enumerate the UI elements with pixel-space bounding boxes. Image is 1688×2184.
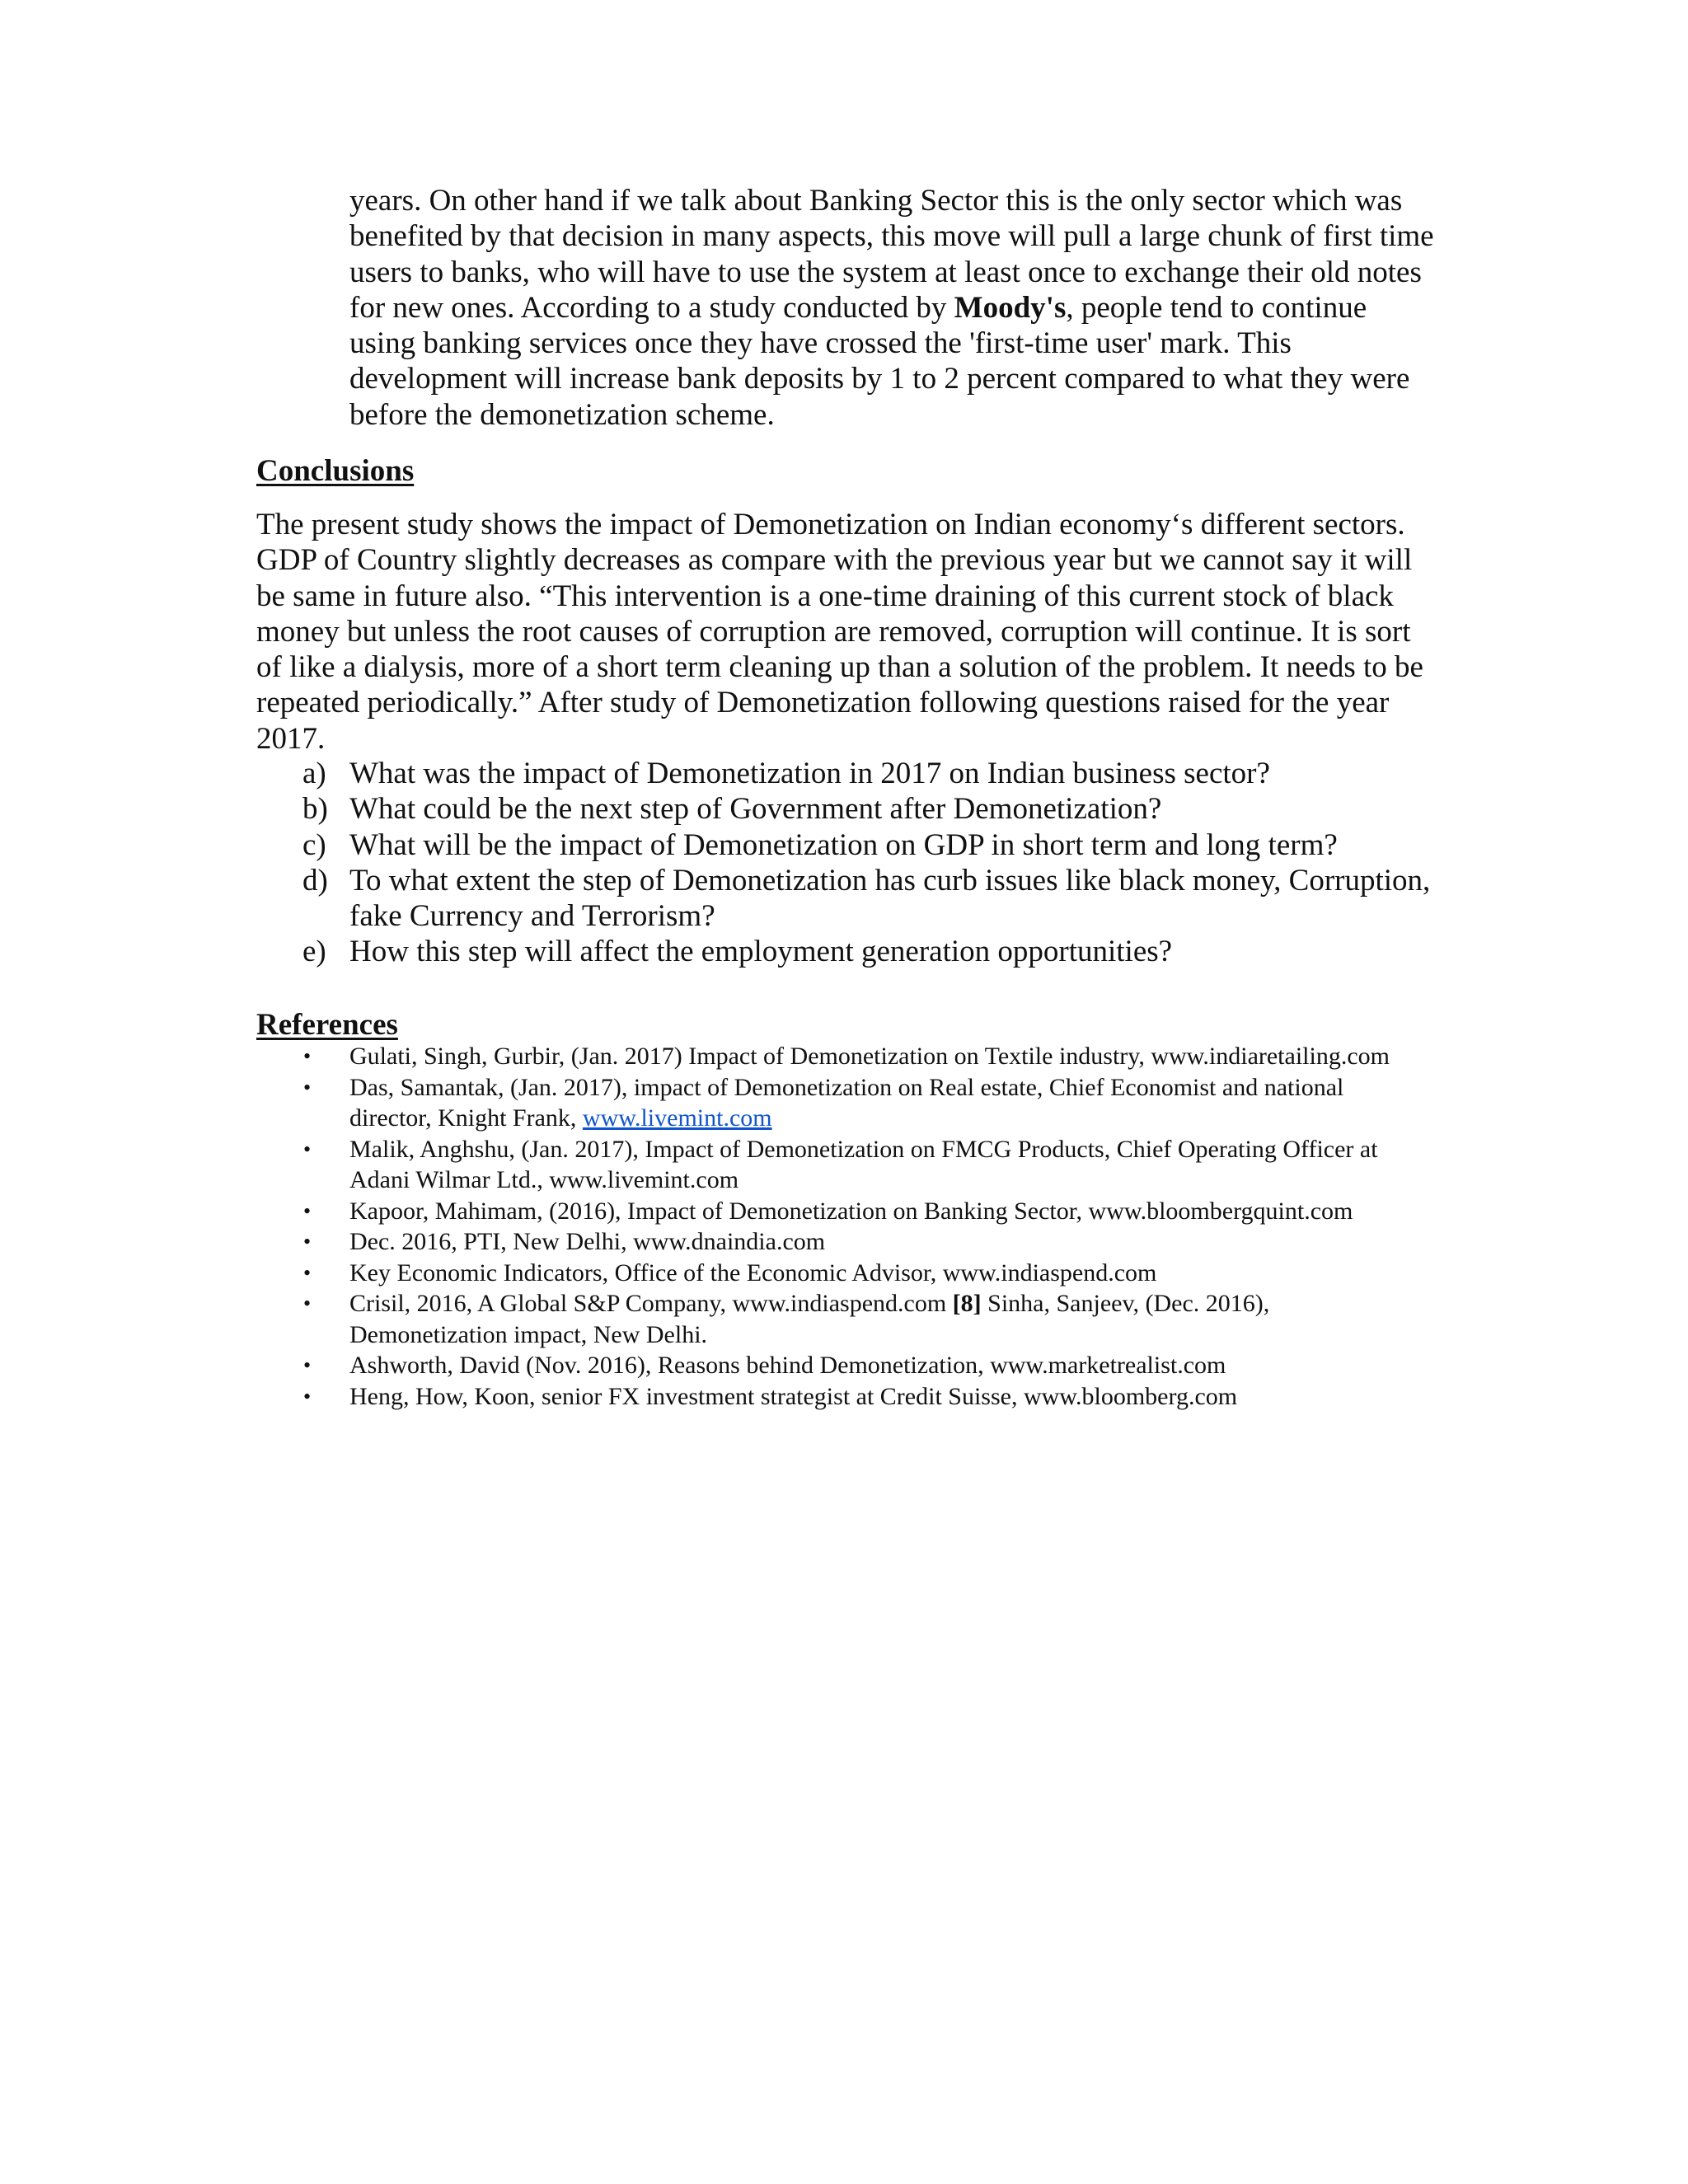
question-text: What was the impact of Demonetization in 2017 on Indian business sector? bbox=[349, 757, 1270, 790]
reference-text: Kapoor, Mahimam, (2016), Impact of Demonetization on Banking Sector, www.bloombergquint.com bbox=[349, 1197, 1353, 1225]
reference-item bbox=[256, 1258, 1427, 1289]
question-item bbox=[256, 827, 1435, 863]
livemint-link[interactable]: www.livemint.com bbox=[582, 1104, 772, 1132]
reference-item bbox=[256, 1350, 1427, 1381]
reference-item bbox=[256, 1072, 1427, 1134]
moodys-bold-text: Moody's bbox=[954, 290, 1067, 325]
conclusions-paragraph: The present study shows the impact of Demonetization on Indian economy‘s different sectors. GDP of Country slightly decreases as compare with the previous year but we cannot say it will be same in future also. “This intervention is a one-time draining of this current stock of black money but unless the root causes of corruption are removed, corruption will continue. It is sort of like a dialysis, more of a short term cleaning up than a solution of the problem. It needs to be repeated periodically.” After study of Demonetization following questions raised for the year 2017. bbox=[256, 508, 1423, 756]
bullet-icon: • bbox=[303, 1291, 312, 1315]
question-text: What could be the next step of Government after Demonetization? bbox=[349, 792, 1162, 827]
question-marker: d) bbox=[302, 863, 328, 898]
reference-text: Gulati, Singh, Gurbir, (Jan. 2017) Impact of Demonetization on Textile industry, www.indiaretailing.com bbox=[349, 1043, 1390, 1070]
references-heading: References bbox=[256, 1008, 398, 1042]
question-item bbox=[256, 863, 1435, 935]
reference-text: Crisil, 2016, A Global S&P Company, www.indiaspend.com bbox=[349, 1290, 953, 1317]
reference-item bbox=[256, 1288, 1427, 1350]
question-marker: b) bbox=[302, 792, 328, 827]
bullet-icon: • bbox=[303, 1137, 312, 1161]
bullet-icon: • bbox=[303, 1230, 312, 1254]
conclusions-heading: Conclusions bbox=[256, 454, 415, 488]
bullet-icon: • bbox=[303, 1353, 312, 1377]
reference-text: Heng, How, Koon, senior FX investment strategist at Credit Suisse, www.bloomberg.com bbox=[349, 1382, 1238, 1410]
question-item bbox=[256, 934, 1435, 969]
questions-list bbox=[256, 756, 1435, 970]
question-marker: e) bbox=[302, 935, 326, 969]
reference-item bbox=[256, 1226, 1427, 1258]
citation-number: [8] bbox=[952, 1290, 982, 1317]
reference-item bbox=[256, 1196, 1427, 1227]
intro-text-end: , people tend to continue using banking services once they have crossed the 'first-time user' mark. This development will increase bank deposits by 1 to 2 percent compared to what they were before the demonetization scheme. bbox=[349, 290, 1410, 432]
question-item bbox=[256, 791, 1435, 827]
references-list bbox=[256, 1041, 1427, 1412]
bullet-icon: • bbox=[303, 1384, 312, 1408]
question-text: What will be the impact of Demonetization on GDP in short term and long term? bbox=[349, 827, 1338, 862]
reference-text: Malik, Anghshu, (Jan. 2017), Impact of Demonetization on FMCG Products, Chief Operating Officer at Adani Wilmar Ltd., www.livemint.com bbox=[349, 1135, 1378, 1193]
question-marker: c) bbox=[302, 827, 326, 862]
reference-text: Ashworth, David (Nov. 2016), Reasons behind Demonetization, www.marketrealist.com bbox=[349, 1352, 1226, 1379]
reference-text: Das, Samantak, (Jan. 2017), impact of Demonetization on Real estate, Chief Economist and national director, Knight Frank, bbox=[349, 1073, 1344, 1132]
reference-text-continued: Sinha, Sanjeev, (Dec. 2016), Demonetization impact, New Delhi. bbox=[349, 1290, 1270, 1348]
reference-item bbox=[256, 1041, 1427, 1072]
banking-sector-paragraph bbox=[349, 183, 1437, 433]
question-marker: a) bbox=[302, 757, 326, 790]
question-item bbox=[256, 756, 1435, 791]
reference-text: Dec. 2016, PTI, New Delhi, www.dnaindia.com bbox=[349, 1228, 826, 1255]
reference-item bbox=[256, 1134, 1427, 1196]
reference-item bbox=[256, 1381, 1427, 1413]
bullet-icon: • bbox=[303, 1198, 312, 1223]
bullet-icon: • bbox=[303, 1260, 312, 1285]
reference-text: Key Economic Indicators, Office of the Economic Advisor, www.indiaspend.com bbox=[349, 1258, 1157, 1286]
intro-text-start: years. On other hand if we talk about Banking Sector this is the only sector which was benefited by that decision in many aspects, this move will pull a large chunk of first time users to banks, who will have to use the system at least once to exchange their old notes for new ones. According to a study conducted by bbox=[349, 184, 1434, 325]
question-text: How this step will affect the employment generation opportunities? bbox=[349, 935, 1173, 969]
bullet-icon: • bbox=[303, 1044, 312, 1068]
question-text: To what extent the step of Demonetization has curb issues like black money, Corruption, fake Currency and Terrorism? bbox=[349, 863, 1431, 934]
bullet-icon: • bbox=[303, 1075, 312, 1099]
